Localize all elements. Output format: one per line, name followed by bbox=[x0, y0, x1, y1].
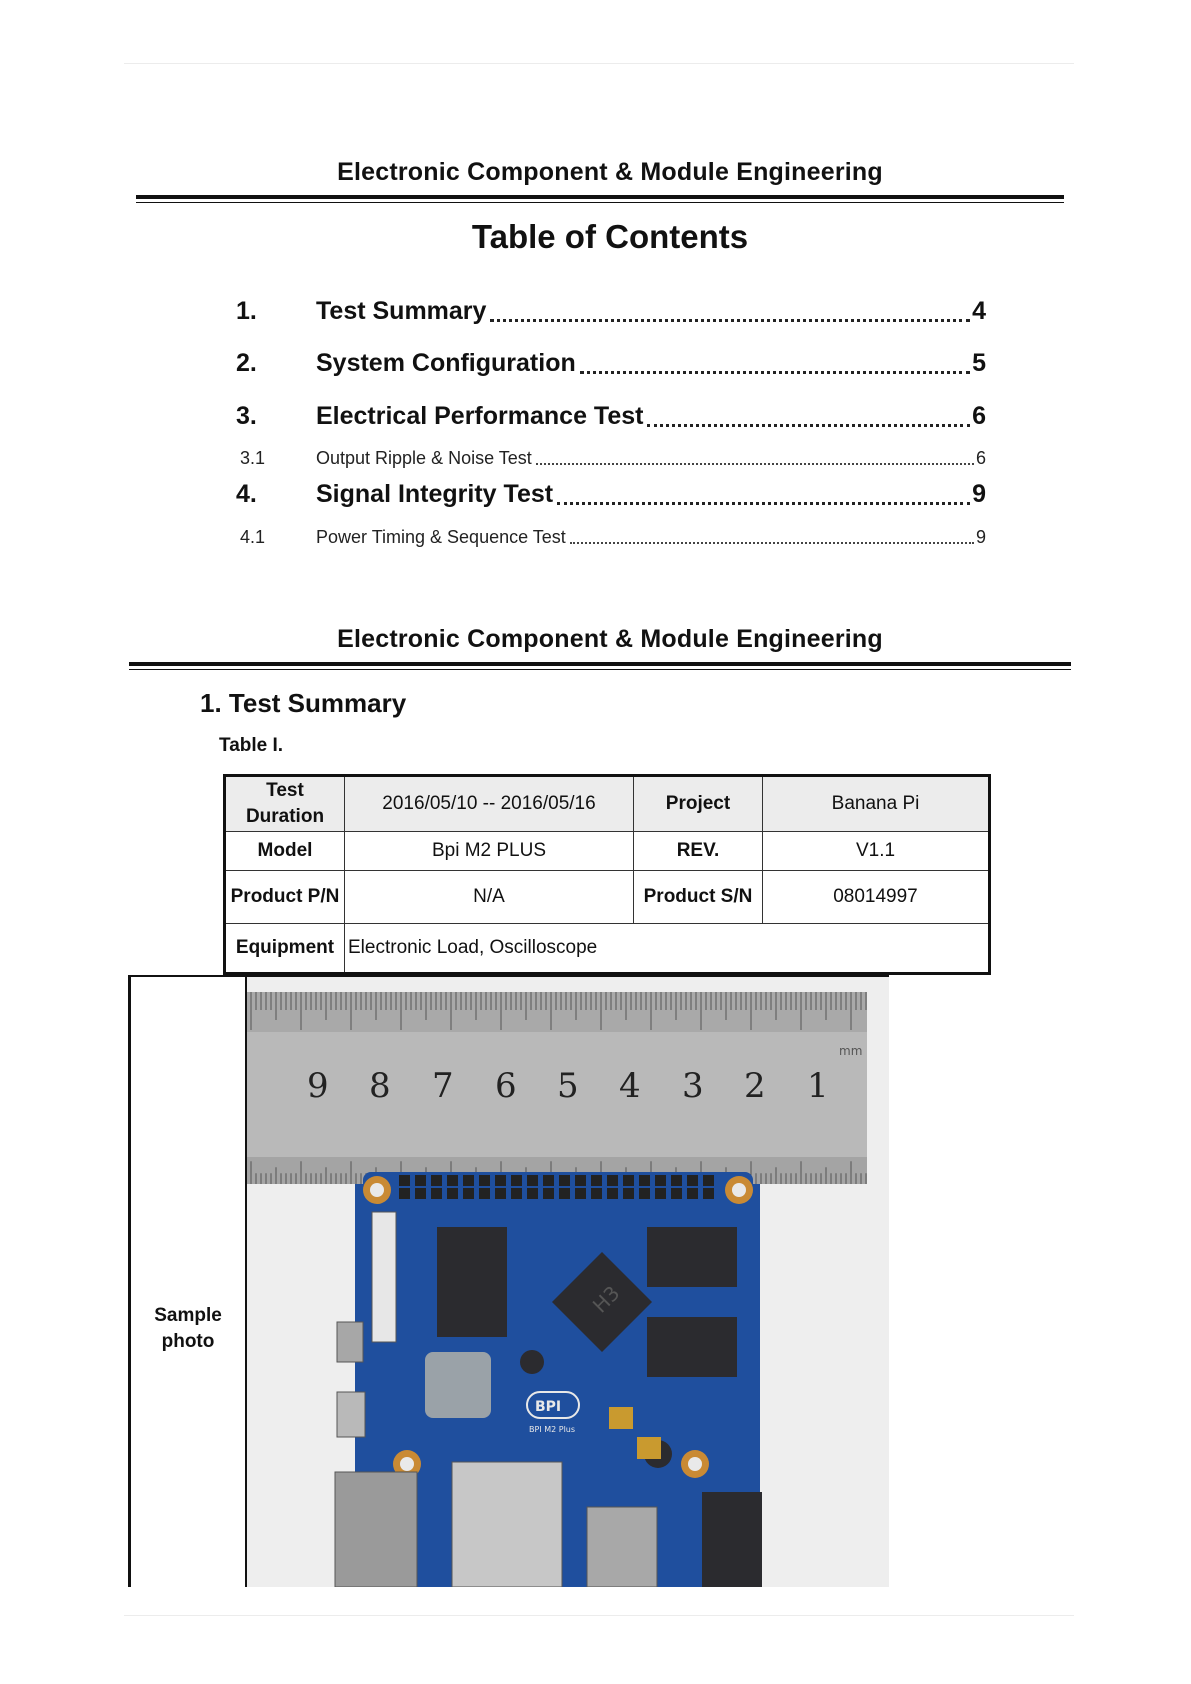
header-pin bbox=[607, 1188, 618, 1199]
model-value: Bpi M2 PLUS bbox=[345, 832, 634, 871]
table-row bbox=[225, 832, 990, 871]
header-double-rule bbox=[129, 662, 1071, 666]
header-pin bbox=[575, 1175, 586, 1186]
table-caption: Table I. bbox=[219, 735, 284, 756]
header-pin bbox=[639, 1188, 650, 1199]
ram-chip bbox=[647, 1317, 737, 1377]
ethernet-port bbox=[452, 1462, 562, 1587]
header-pin bbox=[623, 1188, 634, 1199]
power-button bbox=[337, 1322, 363, 1362]
emmc-chip bbox=[437, 1227, 507, 1337]
model-label: Model bbox=[225, 832, 345, 871]
toc-entry-page: 6 bbox=[972, 402, 986, 430]
toc-entry-title: Signal Integrity Test bbox=[316, 480, 554, 508]
toc-entry-number: 4. bbox=[236, 480, 257, 508]
display-connector bbox=[372, 1212, 396, 1342]
product-pn-value: N/A bbox=[345, 871, 634, 924]
header-pin bbox=[495, 1175, 506, 1186]
header-pin bbox=[591, 1175, 602, 1186]
board-photo-illustration bbox=[247, 977, 889, 1587]
ruler-number: 8 bbox=[369, 1066, 391, 1106]
usb-port bbox=[335, 1472, 417, 1587]
toc-entry-title: Electrical Performance Test bbox=[316, 402, 644, 430]
section-heading: 1. Test Summary bbox=[200, 688, 407, 718]
toc-entry-number: 4.1 bbox=[240, 527, 266, 547]
soc-marking: H3 bbox=[587, 1280, 625, 1318]
product-pn-label: Product P/N bbox=[225, 871, 345, 924]
mount-hole-center bbox=[732, 1183, 746, 1197]
header-pin bbox=[527, 1175, 538, 1186]
header-pin bbox=[687, 1175, 698, 1186]
inductor bbox=[520, 1350, 544, 1374]
header-pin bbox=[559, 1188, 570, 1199]
sample-photo-label: Sample photo bbox=[154, 1305, 222, 1352]
board-name: BPI M2 Plus bbox=[529, 1425, 576, 1434]
page-bottom-rule bbox=[124, 1615, 1074, 1616]
ruler-unit: mm bbox=[839, 1044, 863, 1058]
header-pin bbox=[431, 1188, 442, 1199]
toc-entry[interactable] bbox=[236, 342, 986, 378]
header-pin bbox=[655, 1188, 666, 1199]
header-pin bbox=[495, 1188, 506, 1199]
header-pin bbox=[527, 1188, 538, 1199]
header-pin bbox=[703, 1188, 714, 1199]
ruler-number: 4 bbox=[619, 1066, 641, 1106]
header-pin bbox=[671, 1188, 682, 1199]
ruler-number: 3 bbox=[682, 1066, 704, 1106]
header-pin bbox=[479, 1188, 490, 1199]
header-pin bbox=[655, 1175, 666, 1186]
header-pin bbox=[639, 1175, 650, 1186]
header-pin bbox=[399, 1188, 410, 1199]
toc-entry-page: 6 bbox=[975, 448, 986, 468]
header-pin bbox=[623, 1175, 634, 1186]
table-row bbox=[225, 871, 990, 924]
ruler-number: 7 bbox=[432, 1066, 454, 1106]
header-pin bbox=[687, 1188, 698, 1199]
table-row bbox=[225, 776, 990, 832]
ruler-number: 5 bbox=[557, 1066, 579, 1106]
toc-entry-number: 2. bbox=[236, 349, 257, 377]
toc-subentry[interactable] bbox=[236, 433, 986, 469]
toc-entry[interactable] bbox=[236, 473, 986, 509]
board-logo: BPI bbox=[535, 1399, 562, 1415]
header-pin bbox=[703, 1175, 714, 1186]
toc-entry-title: System Configuration bbox=[316, 349, 576, 377]
header-double-rule bbox=[136, 195, 1064, 199]
header-pin bbox=[591, 1188, 602, 1199]
header-pin bbox=[415, 1188, 426, 1199]
test-duration-label: Test Duration bbox=[225, 776, 345, 832]
wifi-module bbox=[425, 1352, 491, 1418]
header-pin bbox=[479, 1175, 490, 1186]
header-pin bbox=[447, 1175, 458, 1186]
header-pin bbox=[415, 1175, 426, 1186]
test-duration-value: 2016/05/10 -- 2016/05/16 bbox=[345, 776, 634, 832]
toc-entry[interactable] bbox=[236, 290, 986, 326]
capacitor bbox=[637, 1437, 661, 1459]
header-pin bbox=[671, 1175, 682, 1186]
hdmi-port bbox=[587, 1507, 657, 1587]
toc-dot-leader bbox=[536, 462, 974, 465]
page-top-rule bbox=[124, 63, 1074, 64]
toc-title: Table of Contents bbox=[471, 218, 749, 255]
rev-label: REV. bbox=[634, 832, 763, 871]
project-value: Banana Pi bbox=[763, 776, 990, 832]
mount-hole-center bbox=[688, 1457, 702, 1471]
toc-entry-page: 4 bbox=[972, 297, 986, 325]
page-header-title: Electronic Component & Module Engineering bbox=[337, 625, 883, 653]
header-pin bbox=[607, 1175, 618, 1186]
header-pin bbox=[511, 1188, 522, 1199]
ruler-tick-band bbox=[247, 992, 867, 1032]
product-sn-label: Product S/N bbox=[634, 871, 763, 924]
toc-dot-leader bbox=[580, 370, 970, 374]
ruler-number: 2 bbox=[744, 1066, 766, 1106]
equipment-value: Electronic Load, Oscilloscope bbox=[345, 924, 990, 974]
toc-entry-number: 1. bbox=[236, 297, 257, 325]
ruler-number: 6 bbox=[495, 1066, 517, 1106]
header-pin bbox=[431, 1175, 442, 1186]
header-pin bbox=[447, 1188, 458, 1199]
ruler-number: 1 bbox=[807, 1066, 829, 1106]
toc-entry-title: Power Timing & Sequence Test bbox=[316, 527, 566, 547]
micro-usb-port bbox=[337, 1392, 365, 1437]
toc-dot-leader bbox=[557, 501, 970, 505]
toc-dot-leader bbox=[570, 541, 974, 544]
ram-chip bbox=[647, 1227, 737, 1287]
toc-subentry[interactable] bbox=[236, 512, 986, 548]
capacitor bbox=[609, 1407, 633, 1429]
project-label: Project bbox=[634, 776, 763, 832]
ruler-number: 9 bbox=[307, 1066, 329, 1106]
rev-value: V1.1 bbox=[763, 832, 990, 871]
header-pin bbox=[463, 1188, 474, 1199]
header-pin bbox=[559, 1175, 570, 1186]
sample-photo bbox=[245, 977, 889, 1587]
header-pin bbox=[543, 1188, 554, 1199]
header-pin bbox=[463, 1175, 474, 1186]
toc-entry-page: 9 bbox=[975, 527, 986, 547]
header-pin bbox=[543, 1175, 554, 1186]
test-summary-table bbox=[223, 774, 991, 975]
equipment-label: Equipment bbox=[225, 924, 345, 974]
header-pin bbox=[575, 1188, 586, 1199]
toc-entry-title: Test Summary bbox=[316, 297, 487, 325]
mount-hole-center bbox=[370, 1183, 384, 1197]
page-header-title: Electronic Component & Module Engineering bbox=[337, 158, 883, 186]
audio-jack bbox=[702, 1492, 762, 1587]
toc-entry[interactable] bbox=[236, 395, 986, 431]
table-row bbox=[225, 924, 990, 974]
toc-dot-leader bbox=[647, 423, 970, 427]
toc-entry-page: 5 bbox=[972, 349, 986, 377]
toc-entry-number: 3. bbox=[236, 402, 257, 430]
toc-entry-page: 9 bbox=[972, 480, 986, 508]
toc-dot-leader bbox=[490, 318, 970, 322]
header-pin bbox=[399, 1175, 410, 1186]
toc-entry-number: 3.1 bbox=[240, 448, 266, 468]
toc-entry-title: Output Ripple & Noise Test bbox=[316, 448, 532, 468]
mount-hole-center bbox=[400, 1457, 414, 1471]
header-pin bbox=[511, 1175, 522, 1186]
product-sn-value: 08014997 bbox=[763, 871, 990, 924]
